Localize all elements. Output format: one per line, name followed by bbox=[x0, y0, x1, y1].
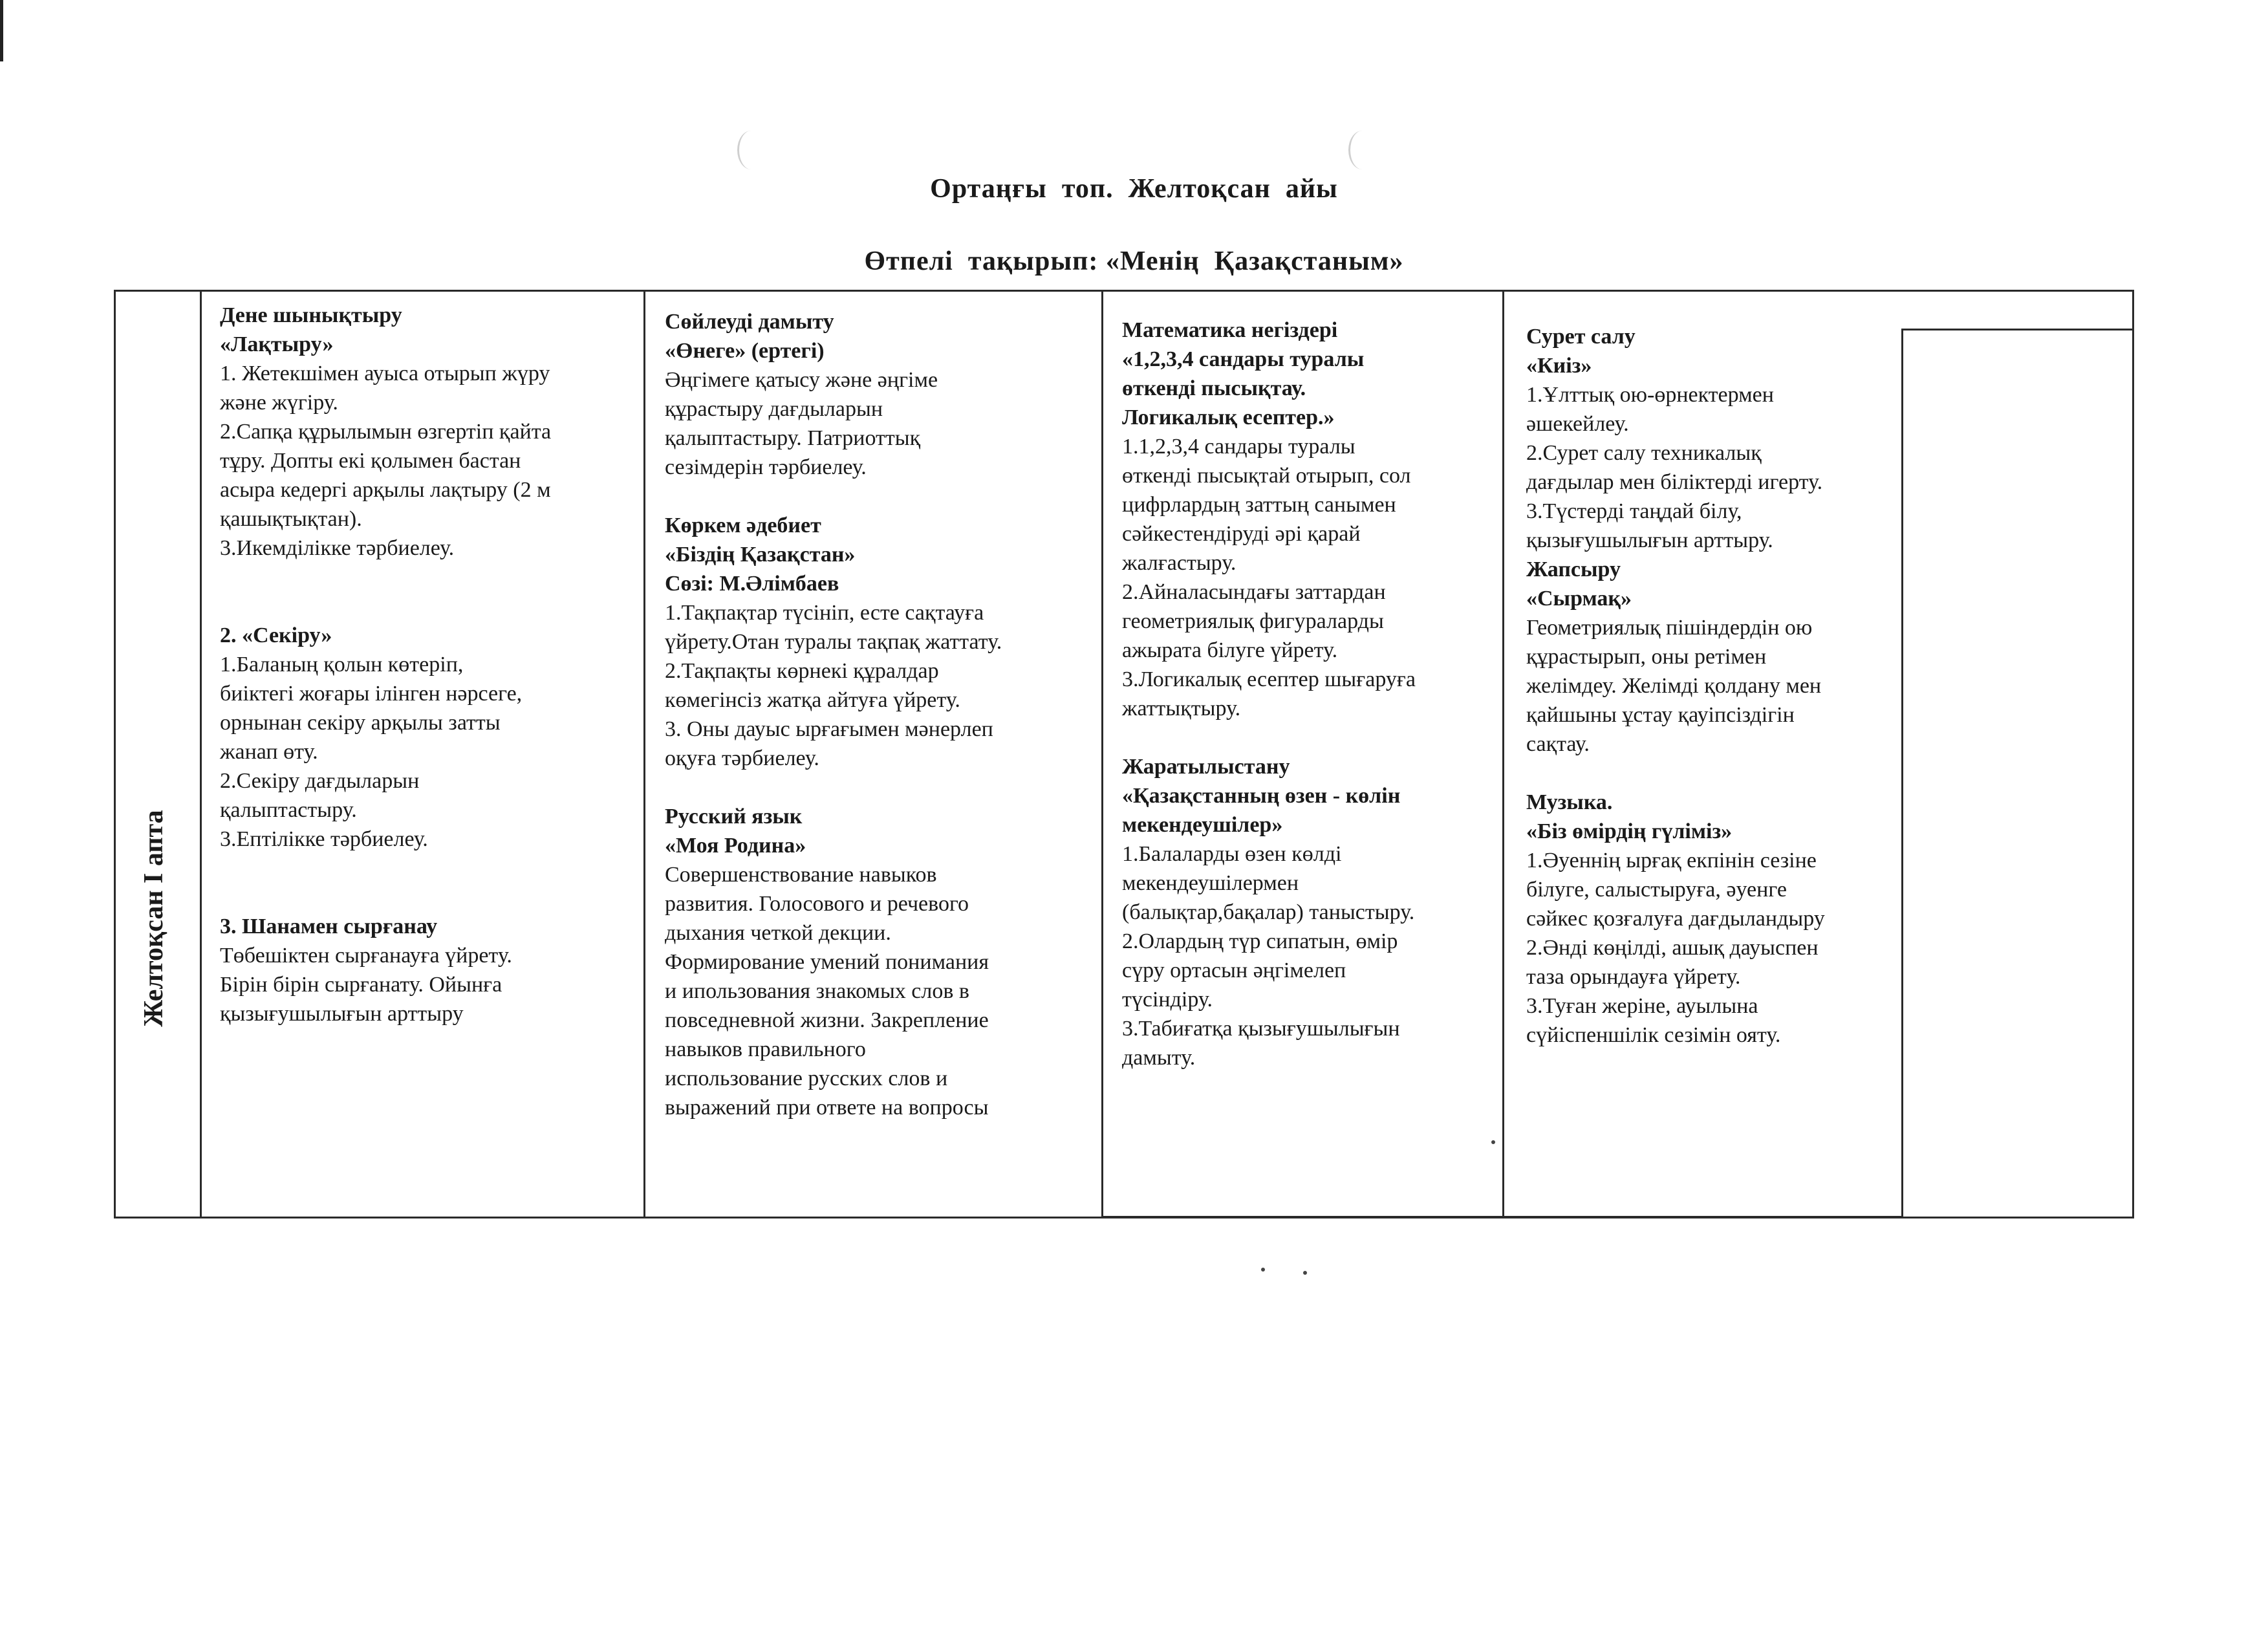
lesson-text: әшекейлеу. bbox=[1526, 412, 1629, 436]
lesson-block bbox=[665, 802, 1098, 1122]
lesson-text: асыра кедергі арқылы лақтыру (2 м bbox=[220, 478, 551, 502]
table-divider bbox=[1101, 1216, 1901, 1218]
lesson-topic: «Қазақстанның өзен - көлін bbox=[1122, 784, 1401, 808]
lesson-text: құрастыру дағдыларын bbox=[665, 397, 883, 421]
lesson-topic: «Киіз» bbox=[1526, 354, 1592, 378]
lesson-text: түсіндіру. bbox=[1122, 988, 1213, 1012]
lesson-text: повседневной жизни. Закрепление bbox=[665, 1008, 989, 1032]
lesson-text: 3.Туған жеріне, ауылына bbox=[1526, 994, 1758, 1018]
lesson-topic: мекендеушілер» bbox=[1122, 813, 1283, 837]
lesson-text: 3.Түстерді таңдай білу, bbox=[1526, 499, 1742, 523]
lesson-topic: Логикалық есептер.» bbox=[1122, 406, 1335, 429]
lesson-block bbox=[220, 912, 640, 1028]
lesson-text: Формирование умений понимания bbox=[665, 950, 989, 974]
lesson-text: Әңгімеге қатысу және әңгіме bbox=[665, 368, 938, 392]
lesson-title: Сурет салу bbox=[1526, 325, 1636, 349]
lesson-text: 2.Олардың түр сипатын, өмір bbox=[1122, 929, 1398, 953]
lesson-text: 1.Ұлттық ою-өрнектермен bbox=[1526, 383, 1774, 407]
lesson-block bbox=[220, 301, 640, 563]
table-divider bbox=[1101, 290, 1103, 1218]
lesson-text: геометриялық фигураларды bbox=[1122, 609, 1384, 633]
lesson-text: Бірін бірін сырғанату. Ойынға bbox=[220, 973, 502, 997]
lesson-title: Жаратылыстану bbox=[1122, 755, 1290, 779]
lesson-title: Көркем әдебиет bbox=[665, 514, 821, 537]
column-math-nature bbox=[1122, 316, 1500, 1072]
page-title: Ортаңғы топ. Желтоқсан айы bbox=[930, 174, 1338, 204]
column-speech-literature-russian bbox=[665, 307, 1098, 1122]
lesson-text: сезімдерін тәрбиелеу. bbox=[665, 455, 867, 479]
lesson-block bbox=[1526, 322, 1901, 555]
lesson-title: Музыка. bbox=[1526, 790, 1613, 814]
lesson-text: көмегінсіз жатқа айтуға үйрету. bbox=[665, 688, 960, 712]
lesson-block bbox=[220, 621, 640, 854]
lesson-topic: «Сырмақ» bbox=[1526, 587, 1632, 611]
lesson-text: биіктегі жоғары ілінген нәрсеге, bbox=[220, 682, 523, 706]
lesson-text: использование русских слов и bbox=[665, 1067, 948, 1090]
lesson-text: 1.1,2,3,4 сандары туралы bbox=[1122, 435, 1355, 459]
column-physical-education bbox=[220, 301, 640, 1028]
lesson-text: қалыптастыру. bbox=[220, 798, 357, 822]
lesson-text: таза орындауға үйрету. bbox=[1526, 965, 1741, 989]
lesson-title: 2. «Секіру» bbox=[220, 623, 332, 647]
lesson-block bbox=[1526, 788, 1901, 1050]
lesson-text: Төбешіктен сырғанауға үйрету. bbox=[220, 944, 512, 968]
lesson-text: дыхания четкой декции. bbox=[665, 921, 891, 945]
lesson-block bbox=[665, 511, 1098, 773]
lesson-topic: өткенді пысықтау. bbox=[1122, 376, 1306, 400]
lesson-text: 2.Тақпақты көрнекі құралдар bbox=[665, 659, 939, 683]
lesson-topic: «Өнеге» (ертегі) bbox=[665, 339, 825, 363]
lesson-block bbox=[1526, 555, 1901, 759]
table-divider bbox=[1901, 329, 2134, 330]
lesson-text: сүру ортасын әңгімелеп bbox=[1122, 958, 1346, 982]
lesson-text: дамыту. bbox=[1122, 1046, 1196, 1070]
lesson-text: орнынан секіру арқылы затты bbox=[220, 711, 501, 735]
lesson-title: Дене шынықтыру bbox=[220, 303, 402, 327]
lesson-text: сәйкес қозғалуға дағдыландыру bbox=[1526, 907, 1825, 931]
lesson-text: желімдеу. Желімді қолдану мен bbox=[1526, 674, 1822, 698]
scan-speck bbox=[1303, 1271, 1307, 1275]
lesson-title: Математика негіздері bbox=[1122, 318, 1338, 342]
lesson-text: қалыптастыру. Патриоттық bbox=[665, 426, 921, 450]
lesson-text: үйрету.Отан туралы тақпақ жаттату. bbox=[665, 630, 1002, 654]
lesson-text: 2.Секіру дағдыларын bbox=[220, 769, 420, 793]
lesson-text: 1.Тақпақтар түсініп, есте сақтауға bbox=[665, 601, 984, 625]
lesson-text: 3.Икемділікке тәрбиелеу. bbox=[220, 536, 455, 560]
lesson-text: қайшыны ұстау қауіпсіздігін bbox=[1526, 703, 1795, 727]
lesson-text: білуге, салыстыруға, әуенге bbox=[1526, 878, 1787, 902]
scan-speck bbox=[1491, 1140, 1495, 1144]
lesson-block bbox=[1122, 316, 1500, 723]
lesson-title: 3. Шанамен сырғанау bbox=[220, 915, 438, 938]
lesson-text: сақтау. bbox=[1526, 732, 1590, 756]
table-divider bbox=[1502, 290, 1504, 1218]
lesson-text: Совершенствование навыков bbox=[665, 863, 937, 887]
lesson-text: 3.Логикалық есептер шығаруға bbox=[1122, 667, 1416, 691]
lesson-text: оқуға тәрбиелеу. bbox=[665, 746, 819, 770]
lesson-text: жанап өту. bbox=[220, 740, 318, 764]
lesson-text: 1. Жетекшімен ауыса отырып жүру bbox=[220, 362, 550, 385]
lesson-text: навыков правильного bbox=[665, 1037, 866, 1061]
table-divider bbox=[1901, 329, 1903, 1218]
lesson-topic: «Лақтыру» bbox=[220, 332, 334, 356]
punch-hole-mark bbox=[737, 131, 765, 169]
lesson-text: қашықтықтан). bbox=[220, 507, 362, 531]
punch-hole-mark bbox=[1348, 131, 1376, 169]
lesson-text: ажырата білуге үйрету. bbox=[1122, 638, 1338, 662]
lesson-topic: «Моя Родина» bbox=[665, 834, 806, 858]
table-divider bbox=[643, 290, 645, 1218]
lesson-text: жалғастыру. bbox=[1122, 551, 1237, 575]
lesson-text: 2.Айналасындағы заттардан bbox=[1122, 580, 1386, 604]
lesson-text: қызығушылығын арттыру. bbox=[1526, 528, 1773, 552]
lesson-title: Жапсыру bbox=[1526, 558, 1621, 581]
lesson-text: 3. Оны дауыс ырғағымен мәнерлеп bbox=[665, 717, 993, 741]
lesson-text: өткенді пысықтай отырып, сол bbox=[1122, 464, 1411, 488]
lesson-text: Геометриялық пішіндердін ою bbox=[1526, 616, 1813, 640]
lesson-text: 2.Сапқа құрылымын өзгертіп қайта bbox=[220, 420, 552, 444]
table-divider bbox=[200, 290, 202, 1218]
scan-speck bbox=[1261, 1268, 1265, 1272]
lesson-text: 3.Ептілікке тәрбиелеу. bbox=[220, 827, 428, 851]
scan-edge-mark bbox=[0, 0, 3, 61]
lesson-title: Сөйлеуді дамыту bbox=[665, 310, 834, 334]
lesson-text: қызығушылығын арттыру bbox=[220, 1002, 464, 1026]
lesson-text: и ипользования знакомых слов в bbox=[665, 979, 969, 1003]
lesson-text: құрастырып, оны ретімен bbox=[1526, 645, 1767, 669]
lesson-topic: «Біздің Қазақстан» bbox=[665, 543, 856, 567]
lesson-text: тұру. Допты екі қолымен бастан bbox=[220, 449, 521, 473]
lesson-text: развития. Голосового и речевого bbox=[665, 892, 969, 916]
lesson-text: 2.Әнді көңілді, ашық дауыспен bbox=[1526, 936, 1819, 960]
lesson-text: выражений при ответе на вопросы bbox=[665, 1096, 989, 1120]
lesson-block bbox=[665, 307, 1098, 482]
lesson-text: 2.Сурет салу техникалық bbox=[1526, 441, 1762, 465]
lesson-text: және жүгіру. bbox=[220, 391, 338, 415]
lesson-text: 3.Табиғатқа қызығушылығын bbox=[1122, 1017, 1400, 1041]
lesson-text: мекендеушілермен bbox=[1122, 871, 1299, 895]
lesson-text: цифрлардың заттың санымен bbox=[1122, 493, 1396, 517]
lesson-text: (балықтар,бақалар) таныстыру. bbox=[1122, 900, 1415, 924]
lesson-topic: «Біз өмірдің гүліміз» bbox=[1526, 819, 1733, 843]
lesson-text: жаттықтыру. bbox=[1122, 697, 1241, 720]
lesson-block bbox=[1122, 752, 1500, 1072]
lesson-title: Русский язык bbox=[665, 805, 803, 828]
lesson-text: 1.Баланың қолын көтеріп, bbox=[220, 653, 464, 677]
lesson-text: 1.Балаларды өзен көлді bbox=[1122, 842, 1342, 866]
lesson-text: сүйіспеншілік сезімін ояту. bbox=[1526, 1023, 1781, 1047]
lesson-text: 1.Әуеннің ырғақ екпінін сезіне bbox=[1526, 849, 1817, 872]
column-art-music bbox=[1526, 322, 1901, 1050]
lesson-text: сәйкестендіруді әрі қарай bbox=[1122, 522, 1361, 546]
page-subtitle: Өтпелі тақырып: «Менің Қазақстаным» bbox=[864, 246, 1404, 276]
lesson-text: дағдылар мен біліктерді игерту. bbox=[1526, 470, 1823, 494]
lesson-author: Сөзі: М.Әлімбаев bbox=[665, 572, 839, 596]
lesson-topic: «1,2,3,4 сандары туралы bbox=[1122, 347, 1365, 371]
